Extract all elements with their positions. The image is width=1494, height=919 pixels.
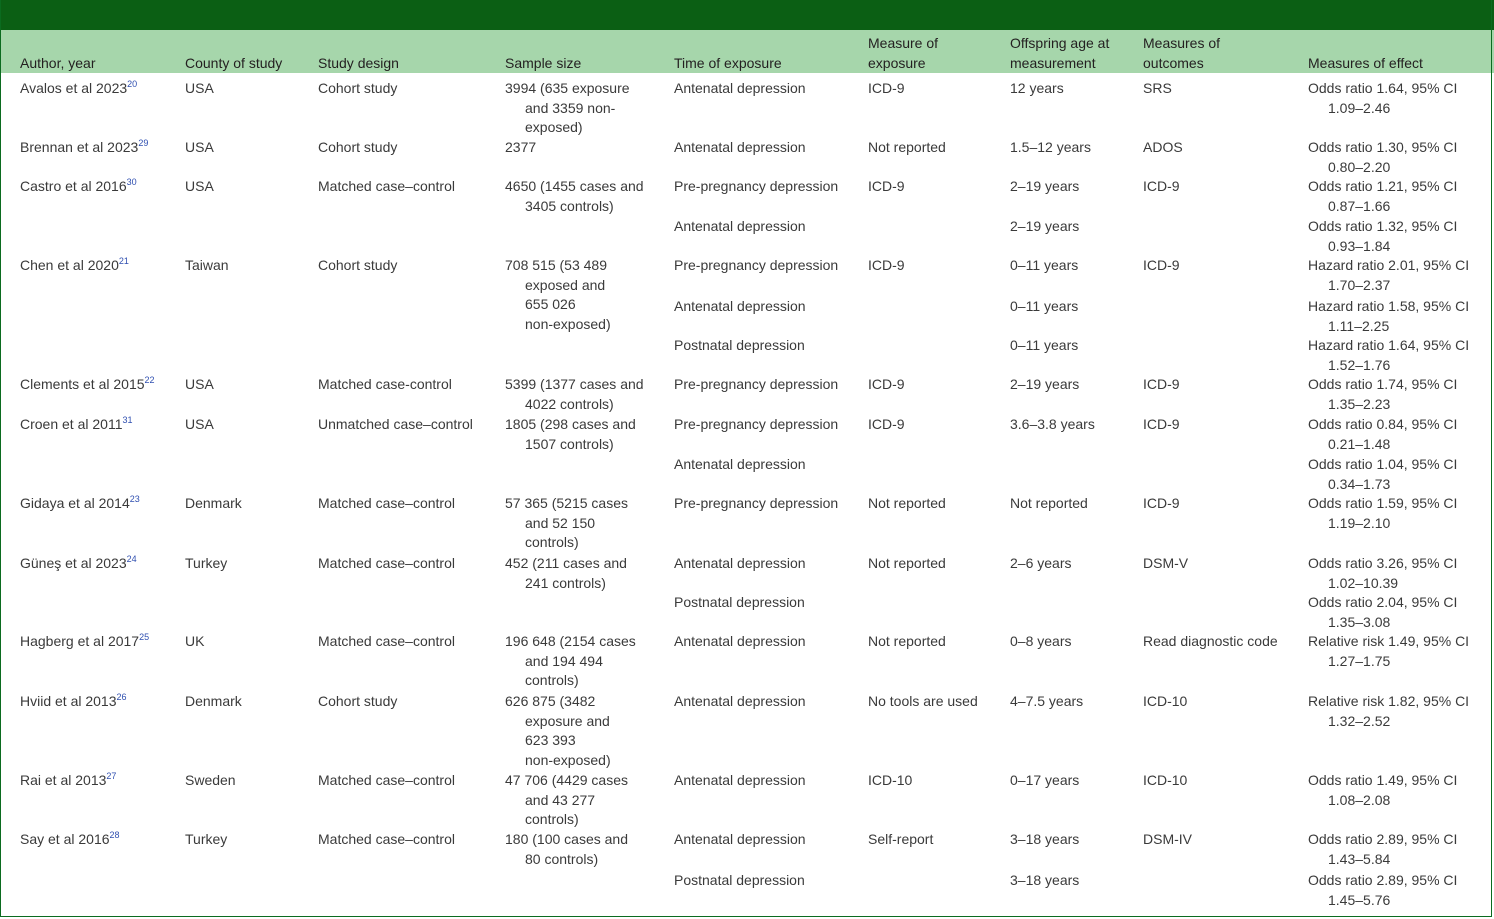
header-effect: Measures of effect <box>1308 55 1423 71</box>
cell-offspring-age: 2–19 years <box>1010 178 1080 194</box>
cell-outcome: ICD-9 <box>1143 376 1180 392</box>
cell-effect-line: 1.52–1.76 <box>1328 356 1391 373</box>
cell-effect-line: Odds ratio 3.26, 95% CI <box>1308 555 1458 571</box>
cell-county: USA <box>185 416 214 432</box>
cell-time-exposure: Antenatal depression <box>674 139 806 155</box>
reference-link[interactable]: 30 <box>126 177 137 187</box>
cell-effect-line: Odds ratio 2.04, 95% CI <box>1308 594 1458 610</box>
cell-time-exposure: Postnatal depression <box>674 337 805 353</box>
cell-offspring-age: 2–6 years <box>1010 555 1072 571</box>
cell-effect-line: Odds ratio 1.49, 95% CI <box>1308 772 1458 788</box>
author-name: Croen et al 2011 <box>20 416 123 432</box>
cell-effect-line: Odds ratio 1.59, 95% CI <box>1308 495 1458 511</box>
reference-link[interactable]: 31 <box>122 415 133 425</box>
cell-offspring-age: 1.5–12 years <box>1010 139 1091 155</box>
cell-outcome: DSM-IV <box>1143 831 1192 847</box>
cell-time-exposure: Pre-pregnancy depression <box>674 178 839 194</box>
cell-design: Matched case–control <box>318 178 455 194</box>
cell-outcome: SRS <box>1143 80 1172 96</box>
cell-outcome: ICD-10 <box>1143 693 1188 709</box>
cell-county: Sweden <box>185 772 236 788</box>
cell-design: Cohort study <box>318 80 398 96</box>
cell-design: Matched case–control <box>318 555 455 571</box>
header-county: County of study <box>185 55 283 71</box>
reference-link[interactable]: 24 <box>126 554 137 564</box>
cell-county: Denmark <box>185 693 242 709</box>
cell-effect-line: 1.43–5.84 <box>1328 850 1391 867</box>
cell-sample-size-line: and 3359 non- <box>525 99 616 116</box>
cell-offspring-age: 4–7.5 years <box>1010 693 1084 709</box>
reference-link[interactable]: 29 <box>138 138 149 148</box>
cell-effect-line: 1.45–5.76 <box>1328 891 1391 908</box>
cell-outcome: ADOS <box>1143 139 1183 155</box>
cell-design: Matched case–control <box>318 495 455 511</box>
header-time: Time of exposure <box>674 55 782 71</box>
cell-time-exposure: Antenatal depression <box>674 80 806 96</box>
cell-sample-size-line: 4650 (1455 cases and <box>505 178 644 194</box>
cell-offspring-age: 0–11 years <box>1010 298 1079 314</box>
cell-time-exposure: Antenatal depression <box>674 772 806 788</box>
cell-offspring-age: 3–18 years <box>1010 872 1080 888</box>
cell-design: Cohort study <box>318 139 398 155</box>
author-name: Avalos et al 2023 <box>20 80 128 96</box>
cell-effect-line: 1.08–2.08 <box>1328 791 1391 808</box>
header-outcomes: Measures of outcomes <box>1143 35 1221 71</box>
cell-county: USA <box>185 178 214 194</box>
header-sample: Sample size <box>505 55 582 71</box>
cell-time-exposure: Postnatal depression <box>674 594 805 610</box>
author-name: Clements et al 2015 <box>20 376 145 392</box>
cell-design: Matched case–control <box>318 772 455 788</box>
cell-effect-line: Odds ratio 1.21, 95% CI <box>1308 178 1458 194</box>
cell-sample-size-line: 196 648 (2154 cases <box>505 633 636 649</box>
cell-measure-exposure: Not reported <box>868 633 946 649</box>
cell-offspring-age: 3.6–3.8 years <box>1010 416 1095 432</box>
cell-offspring-age: 3–18 years <box>1010 831 1080 847</box>
cell-time-exposure: Pre-pregnancy depression <box>674 257 839 273</box>
cell-effect-line: Odds ratio 1.64, 95% CI <box>1308 80 1458 96</box>
cell-effect-line: 0.21–1.48 <box>1328 435 1391 452</box>
cell-effect-line: 1.09–2.46 <box>1328 99 1391 116</box>
reference-link[interactable]: 28 <box>109 830 120 840</box>
cell-outcome: ICD-9 <box>1143 416 1180 432</box>
author-name: Chen et al 2020 <box>20 257 119 273</box>
cell-design: Matched case–control <box>318 831 455 847</box>
cell-measure-exposure: No tools are used <box>868 693 978 709</box>
cell-effect-line: 1.27–1.75 <box>1328 652 1391 669</box>
cell-county: Turkey <box>185 555 228 571</box>
author-name: Brennan et al 2023 <box>20 139 139 155</box>
cell-effect-line: Hazard ratio 1.64, 95% CI <box>1308 337 1470 353</box>
cell-effect-line: Odds ratio 2.89, 95% CI <box>1308 872 1458 888</box>
cell-sample-size-line: 180 (100 cases and <box>505 831 628 847</box>
cell-sample-size-line: 1805 (298 cases and <box>505 416 636 432</box>
cell-sample-size-line: 708 515 (53 489 <box>505 257 607 273</box>
cell-effect-line: Hazard ratio 1.58, 95% CI <box>1308 298 1470 314</box>
cell-effect-line: Hazard ratio 2.01, 95% CI <box>1308 257 1470 273</box>
cell-measure-exposure: ICD-10 <box>868 772 913 788</box>
cell-outcome: ICD-10 <box>1143 772 1188 788</box>
cell-time-exposure: Antenatal depression <box>674 218 806 234</box>
reference-link[interactable]: 25 <box>139 632 150 642</box>
cell-offspring-age: 2–19 years <box>1010 218 1080 234</box>
cell-sample-size-line: non-exposed) <box>525 315 611 332</box>
reference-link[interactable]: 22 <box>144 375 155 385</box>
cell-measure-exposure: ICD-9 <box>868 80 905 96</box>
cell-sample-size-line: and 52 150 <box>525 514 596 531</box>
cell-effect-line: 0.34–1.73 <box>1328 475 1391 492</box>
cell-sample-size-line: exposure and <box>525 712 610 729</box>
cell-measure-exposure: ICD-9 <box>868 376 905 392</box>
cell-offspring-age: 12 years <box>1010 80 1064 96</box>
cell-effect-line: Odds ratio 2.89, 95% CI <box>1308 831 1458 847</box>
cell-effect-line: Relative risk 1.82, 95% CI <box>1308 693 1470 709</box>
cell-design: Cohort study <box>318 693 398 709</box>
cell-effect-line: 1.35–2.23 <box>1328 395 1391 412</box>
reference-link[interactable]: 26 <box>116 692 127 702</box>
cell-outcome: Read diagnostic code <box>1143 633 1278 649</box>
cell-sample-size-line: 57 365 (5215 cases <box>505 495 628 511</box>
cell-sample-size-line: non-exposed) <box>525 751 611 768</box>
cell-county: Denmark <box>185 495 242 511</box>
cell-sample-size-line: controls) <box>525 534 579 551</box>
cell-offspring-age: 2–19 years <box>1010 376 1080 392</box>
cell-county: Turkey <box>185 831 228 847</box>
cell-measure-exposure: Self-report <box>868 831 934 847</box>
cell-measure-exposure: ICD-9 <box>868 257 905 273</box>
cell-time-exposure: Postnatal depression <box>674 872 805 888</box>
header-design: Study design <box>318 55 399 71</box>
reference-link[interactable]: 21 <box>118 256 129 266</box>
cell-time-exposure: Pre-pregnancy depression <box>674 416 839 432</box>
cell-effect-line: 0.87–1.66 <box>1328 197 1391 214</box>
cell-time-exposure: Pre-pregnancy depression <box>674 495 839 511</box>
cell-sample-size-line: exposed) <box>525 119 583 136</box>
cell-county: USA <box>185 80 214 96</box>
cell-measure-exposure: Not reported <box>868 139 946 155</box>
cell-sample-size-line: controls) <box>525 672 579 689</box>
cell-effect-line: 1.35–3.08 <box>1328 613 1391 630</box>
cell-sample-size-line: controls) <box>525 811 579 828</box>
cell-outcome: DSM-V <box>1143 555 1189 571</box>
cell-sample-size-line: 4022 controls) <box>525 395 614 412</box>
cell-time-exposure: Pre-pregnancy depression <box>674 376 839 392</box>
cell-county: UK <box>185 633 205 649</box>
cell-design: Matched case–control <box>318 633 455 649</box>
cell-sample-size-line: 2377 <box>505 139 537 155</box>
cell-outcome: ICD-9 <box>1143 495 1180 511</box>
cell-measure-exposure: ICD-9 <box>868 178 905 194</box>
cell-sample-size-line: 3405 controls) <box>525 197 614 214</box>
cell-sample-size-line: 623 393 <box>525 732 576 749</box>
cell-county: USA <box>185 139 214 155</box>
cell-sample-size-line: 452 (211 cases and <box>505 555 627 571</box>
cell-time-exposure: Antenatal depression <box>674 831 806 847</box>
cell-sample-size-line: and 194 494 <box>525 652 603 669</box>
cell-sample-size-line: and 43 277 <box>525 791 596 808</box>
cell-effect-line: Odds ratio 0.84, 95% CI <box>1308 416 1458 432</box>
author-name: Rai et al 2013 <box>20 772 107 788</box>
cell-measure-exposure: Not reported <box>868 495 946 511</box>
cell-outcome: ICD-9 <box>1143 178 1180 194</box>
cell-time-exposure: Antenatal depression <box>674 633 806 649</box>
cell-design: Matched case-control <box>318 376 452 392</box>
cell-design: Unmatched case–control <box>318 416 473 432</box>
cell-effect-line: Odds ratio 1.32, 95% CI <box>1308 218 1458 234</box>
cell-sample-size-line: 80 controls) <box>525 850 599 867</box>
cell-outcome: ICD-9 <box>1143 257 1180 273</box>
reference-link[interactable]: 23 <box>129 494 140 504</box>
header-measure-exposure: Measure of exposure <box>868 35 939 71</box>
cell-sample-size-line: 47 706 (4429 cases <box>505 772 628 788</box>
cell-county: USA <box>185 376 214 392</box>
cell-sample-size-line: exposed and <box>525 276 606 293</box>
cell-offspring-age: 0–8 years <box>1010 633 1072 649</box>
cell-design: Cohort study <box>318 257 398 273</box>
cell-sample-size-line: 3994 (635 exposure <box>505 80 630 96</box>
cell-sample-size-line: 1507 controls) <box>525 435 614 452</box>
cell-offspring-age: 0–17 years <box>1010 772 1080 788</box>
author-name: Hagberg et al 2017 <box>20 633 140 649</box>
cell-effect-line: 0.93–1.84 <box>1328 237 1391 254</box>
cell-offspring-age: 0–11 years <box>1010 257 1079 273</box>
cell-effect-line: Odds ratio 1.30, 95% CI <box>1308 139 1458 155</box>
cell-effect-line: 1.11–2.25 <box>1328 317 1390 334</box>
cell-measure-exposure: Not reported <box>868 555 946 571</box>
author-name: Say et al 2016 <box>20 831 110 847</box>
author-name: Castro et al 2016 <box>20 178 127 194</box>
reference-link[interactable]: 20 <box>127 79 138 89</box>
cell-sample-size-line: 5399 (1377 cases and <box>505 376 644 392</box>
cell-time-exposure: Antenatal depression <box>674 555 806 571</box>
author-name: Hviid et al 2013 <box>20 693 117 709</box>
reference-link[interactable]: 27 <box>106 771 117 781</box>
cell-effect-line: 0.80–2.20 <box>1328 158 1391 175</box>
header-offspring-age: Offspring age at measurement <box>1010 35 1110 71</box>
cell-effect-line: 1.02–10.39 <box>1328 574 1399 591</box>
cell-county: Taiwan <box>185 257 229 273</box>
cell-measure-exposure: ICD-9 <box>868 416 905 432</box>
author-name: Güneş et al 2023 <box>20 555 127 571</box>
cell-effect-line: 1.19–2.10 <box>1328 514 1391 531</box>
cell-sample-size-line: 241 controls) <box>525 574 606 591</box>
author-name: Gidaya et al 2014 <box>20 495 130 511</box>
cell-effect-line: Odds ratio 1.04, 95% CI <box>1308 456 1458 472</box>
cell-offspring-age: 0–11 years <box>1010 337 1079 353</box>
cell-sample-size-line: 626 875 (3482 <box>505 693 596 709</box>
cell-effect-line: 1.32–2.52 <box>1328 712 1391 729</box>
cell-time-exposure: Antenatal depression <box>674 298 806 314</box>
header-author: Author, year <box>20 55 96 71</box>
cell-sample-size-line: 655 026 <box>525 296 576 313</box>
cell-time-exposure: Antenatal depression <box>674 456 806 472</box>
cell-time-exposure: Antenatal depression <box>674 693 806 709</box>
cell-effect-line: 1.70–2.37 <box>1328 276 1391 293</box>
cell-effect-line: Odds ratio 1.74, 95% CI <box>1308 376 1458 392</box>
cell-offspring-age: Not reported <box>1010 495 1088 511</box>
cell-effect-line: Relative risk 1.49, 95% CI <box>1308 633 1470 649</box>
